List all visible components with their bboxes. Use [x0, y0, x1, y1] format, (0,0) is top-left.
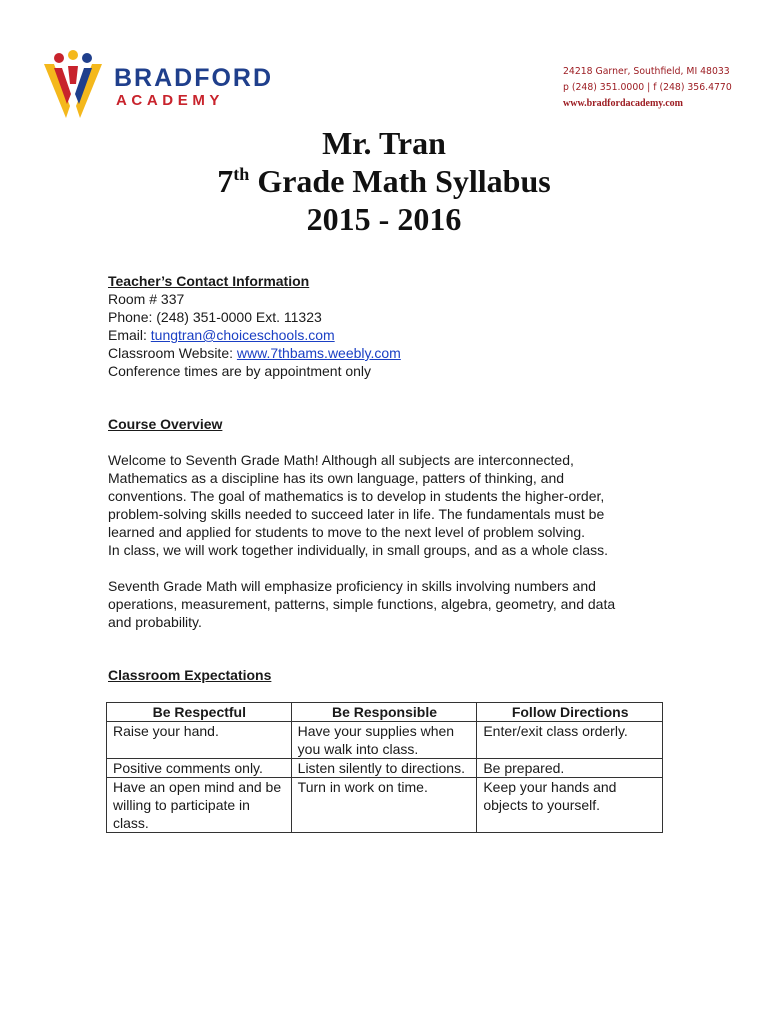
overview-heading: Course Overview	[108, 416, 223, 432]
table-header-row	[107, 703, 663, 722]
course-title-text: Grade Math Syllabus	[249, 163, 551, 199]
table-row	[107, 759, 663, 778]
overview-p1-line: Mathematics as a discipline has its own language, patters of thinking, and	[108, 470, 565, 486]
contact-email-link[interactable]: tungtran@choiceschools.com	[150, 327, 335, 343]
grade-number: 7	[217, 163, 234, 199]
contact-email-row	[108, 326, 668, 344]
syllabus-title	[0, 124, 768, 238]
overview-p1-line: Welcome to Seventh Grade Math! Although all subjects are interconnected,	[108, 452, 574, 468]
table-cell: Have an open mind and be willing to participate in class.	[107, 778, 292, 833]
table-cell: Turn in work on time.	[291, 778, 477, 833]
column-header: Be Respectful	[107, 703, 292, 722]
school-name: BRADFORD	[114, 64, 274, 92]
contact-heading: Teacher’s Contact Information	[108, 273, 310, 289]
contact-room: Room # 337	[108, 291, 185, 307]
table-cell: Listen silently to directions.	[291, 759, 477, 778]
table-cell: Enter/exit class orderly.	[477, 722, 663, 759]
syllabus-body	[108, 272, 668, 684]
overview-paragraph-1	[108, 451, 668, 559]
contact-conference: Conference times are by appointment only	[108, 363, 372, 379]
school-phone-fax: p (248) 351.0000 | f (248) 356.4770	[563, 82, 732, 93]
overview-p1-line: In class, we will work together individually, in small groups, and as a whole class.	[108, 542, 609, 558]
classroom-website-link[interactable]: www.7thbams.weebly.com	[236, 345, 401, 361]
table-cell: Have your supplies when you walk into class.	[291, 722, 477, 759]
table-cell: Raise your hand.	[107, 722, 292, 759]
column-header: Follow Directions	[477, 703, 663, 722]
teacher-name: Mr. Tran	[322, 125, 446, 161]
contact-website-label: Classroom Website:	[108, 345, 237, 361]
school-name-sub: ACADEMY	[116, 92, 225, 109]
school-address-block	[563, 64, 758, 112]
expectations-heading: Classroom Expectations	[108, 667, 272, 683]
overview-p1-line: learned and applied for students to move to the next level of problem solving.	[108, 524, 586, 540]
grade-suffix: th	[233, 164, 250, 184]
column-header: Be Responsible	[291, 703, 477, 722]
table-cell: Be prepared.	[477, 759, 663, 778]
table-row	[107, 722, 663, 759]
overview-p2-line: and probability.	[108, 614, 202, 630]
contact-phone: Phone: (248) 351-0000 Ext. 11323	[108, 309, 322, 325]
course-title	[0, 162, 768, 200]
table-cell: Keep your hands and objects to yourself.	[477, 778, 663, 833]
contact-website-row	[108, 344, 668, 362]
bradford-emblem-icon	[40, 50, 112, 122]
school-street-address: 24218 Garner, Southfield, MI 48033	[563, 66, 730, 77]
overview-paragraph-2	[108, 577, 668, 631]
overview-p2-line: operations, measurement, patterns, simple functions, algebra, geometry, and data	[108, 596, 616, 612]
school-year: 2015 - 2016	[306, 201, 462, 237]
overview-p1-line: conventions. The goal of mathematics is to develop in students the higher-order,	[108, 488, 605, 504]
school-logo	[40, 50, 280, 122]
table-cell: Positive comments only.	[107, 759, 292, 778]
table-row	[107, 778, 663, 833]
contact-email-label: Email:	[108, 327, 151, 343]
school-website: www.bradfordacademy.com	[563, 98, 683, 109]
overview-p1-line: problem-solving skills needed to succeed later in life. The fundamentals must be	[108, 506, 605, 522]
expectations-table	[106, 702, 663, 833]
overview-p2-line: Seventh Grade Math will emphasize proficiency in skills involving numbers and	[108, 578, 596, 594]
